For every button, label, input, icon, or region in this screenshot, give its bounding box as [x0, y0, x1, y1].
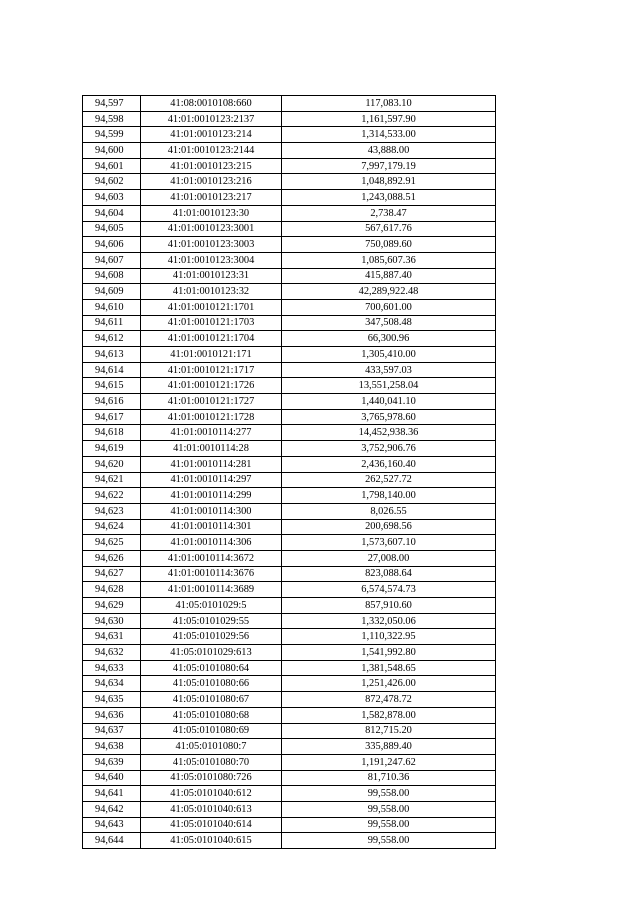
cadastral-number-cell: 41:01:0010123:215 — [141, 158, 282, 174]
row-number-cell: 94,609 — [83, 284, 141, 300]
row-number-cell: 94,634 — [83, 676, 141, 692]
row-number-cell: 94,636 — [83, 707, 141, 723]
row-number-cell: 94,605 — [83, 221, 141, 237]
cadastral-value-cell: 1,243,088.51 — [282, 190, 496, 206]
table-row — [83, 315, 496, 331]
cadastral-number-cell: 41:05:0101040:614 — [141, 817, 282, 833]
cadastral-value-cell: 1,541,992.80 — [282, 645, 496, 661]
cadastral-value-cell: 1,798,140.00 — [282, 488, 496, 504]
cadastral-value-cell: 872,478.72 — [282, 692, 496, 708]
cadastral-number-cell: 41:01:0010114:3672 — [141, 550, 282, 566]
cadastral-number-cell: 41:01:0010114:299 — [141, 488, 282, 504]
table-row — [83, 96, 496, 112]
cadastral-value-cell: 347,508.48 — [282, 315, 496, 331]
cadastral-value-cell: 99,558.00 — [282, 817, 496, 833]
cadastral-value-cell: 2,436,160.40 — [282, 456, 496, 472]
cadastral-number-cell: 41:05:0101080:67 — [141, 692, 282, 708]
cadastral-value-cell: 2,738.47 — [282, 205, 496, 221]
cadastral-number-cell: 41:01:0010123:3001 — [141, 221, 282, 237]
row-number-cell: 94,606 — [83, 237, 141, 253]
cadastral-number-cell: 41:01:0010123:2137 — [141, 111, 282, 127]
row-number-cell: 94,614 — [83, 362, 141, 378]
cadastral-value-cell: 1,314,533.00 — [282, 127, 496, 143]
cadastral-number-cell: 41:05:0101029:56 — [141, 629, 282, 645]
table-row — [83, 535, 496, 551]
row-number-cell: 94,642 — [83, 801, 141, 817]
table-row — [83, 409, 496, 425]
table-row — [83, 629, 496, 645]
table-row — [83, 190, 496, 206]
cadastral-value-cell: 1,191,247.62 — [282, 754, 496, 770]
row-number-cell: 94,621 — [83, 472, 141, 488]
row-number-cell: 94,623 — [83, 503, 141, 519]
cadastral-number-cell: 41:01:0010121:1703 — [141, 315, 282, 331]
row-number-cell: 94,625 — [83, 535, 141, 551]
cadastral-value-cell: 812,715.20 — [282, 723, 496, 739]
row-number-cell: 94,603 — [83, 190, 141, 206]
table-row — [83, 566, 496, 582]
table-row — [83, 111, 496, 127]
cadastral-number-cell: 41:01:0010123:30 — [141, 205, 282, 221]
table-row — [83, 582, 496, 598]
table-row — [83, 299, 496, 315]
table-row — [83, 519, 496, 535]
table-row — [83, 441, 496, 457]
cadastral-number-cell: 41:05:0101080:68 — [141, 707, 282, 723]
cadastral-number-cell: 41:01:0010114:277 — [141, 425, 282, 441]
table-row — [83, 503, 496, 519]
table-row — [83, 692, 496, 708]
cadastral-number-cell: 41:01:0010114:297 — [141, 472, 282, 488]
row-number-cell: 94,626 — [83, 550, 141, 566]
row-number-cell: 94,620 — [83, 456, 141, 472]
cadastral-number-cell: 41:01:0010123:2144 — [141, 143, 282, 159]
cadastral-value-cell: 1,048,892.91 — [282, 174, 496, 190]
row-number-cell: 94,598 — [83, 111, 141, 127]
table-row — [83, 158, 496, 174]
cadastral-number-cell: 41:05:0101080:66 — [141, 676, 282, 692]
cadastral-value-cell: 433,597.03 — [282, 362, 496, 378]
cadastral-number-cell: 41:01:0010121:1726 — [141, 378, 282, 394]
table-row — [83, 645, 496, 661]
cadastral-number-cell: 41:01:0010123:3004 — [141, 252, 282, 268]
row-number-cell: 94,610 — [83, 299, 141, 315]
cadastral-value-cell: 262,527.72 — [282, 472, 496, 488]
table-row — [83, 754, 496, 770]
cadastral-number-cell: 41:05:0101029:55 — [141, 613, 282, 629]
table-row — [83, 739, 496, 755]
table-row — [83, 221, 496, 237]
table-row — [83, 378, 496, 394]
row-number-cell: 94,612 — [83, 331, 141, 347]
table-row — [83, 205, 496, 221]
cadastral-value-cell: 3,752,906.76 — [282, 441, 496, 457]
cadastral-value-cell: 1,332,050.06 — [282, 613, 496, 629]
row-number-cell: 94,627 — [83, 566, 141, 582]
row-number-cell: 94,630 — [83, 613, 141, 629]
cadastral-number-cell: 41:01:0010123:214 — [141, 127, 282, 143]
cadastral-value-cell: 42,289,922.48 — [282, 284, 496, 300]
table-row — [83, 472, 496, 488]
cadastral-number-cell: 41:01:0010114:3676 — [141, 566, 282, 582]
cadastral-number-cell: 41:01:0010114:3689 — [141, 582, 282, 598]
cadastral-number-cell: 41:01:0010121:1728 — [141, 409, 282, 425]
row-number-cell: 94,643 — [83, 817, 141, 833]
cadastral-value-cell: 200,698.56 — [282, 519, 496, 535]
row-number-cell: 94,616 — [83, 394, 141, 410]
table-row — [83, 331, 496, 347]
row-number-cell: 94,619 — [83, 441, 141, 457]
row-number-cell: 94,638 — [83, 739, 141, 755]
row-number-cell: 94,618 — [83, 425, 141, 441]
cadastral-value-cell: 700,601.00 — [282, 299, 496, 315]
cadastral-number-cell: 41:08:0010108:660 — [141, 96, 282, 112]
cadastral-number-cell: 41:01:0010123:32 — [141, 284, 282, 300]
table-row — [83, 456, 496, 472]
table-row — [83, 598, 496, 614]
cadastral-number-cell: 41:05:0101080:7 — [141, 739, 282, 755]
row-number-cell: 94,608 — [83, 268, 141, 284]
cadastral-number-cell: 41:01:0010123:217 — [141, 190, 282, 206]
row-number-cell: 94,600 — [83, 143, 141, 159]
row-number-cell: 94,611 — [83, 315, 141, 331]
cadastral-value-cell: 1,085,607.36 — [282, 252, 496, 268]
table-row — [83, 268, 496, 284]
cadastral-value-cell: 14,452,938.36 — [282, 425, 496, 441]
cadastral-value-cell: 66,300.96 — [282, 331, 496, 347]
table-row — [83, 723, 496, 739]
cadastral-number-cell: 41:05:0101029:5 — [141, 598, 282, 614]
cadastral-number-cell: 41:05:0101080:726 — [141, 770, 282, 786]
row-number-cell: 94,617 — [83, 409, 141, 425]
table-row — [83, 425, 496, 441]
cadastral-value-cell: 99,558.00 — [282, 786, 496, 802]
cadastral-value-cell: 1,161,597.90 — [282, 111, 496, 127]
cadastral-value-cell: 81,710.36 — [282, 770, 496, 786]
row-number-cell: 94,607 — [83, 252, 141, 268]
cadastral-value-cell: 750,089.60 — [282, 237, 496, 253]
row-number-cell: 94,599 — [83, 127, 141, 143]
table-body — [83, 96, 496, 849]
row-number-cell: 94,631 — [83, 629, 141, 645]
cadastral-number-cell: 41:01:0010114:28 — [141, 441, 282, 457]
row-number-cell: 94,635 — [83, 692, 141, 708]
table-row — [83, 707, 496, 723]
row-number-cell: 94,641 — [83, 786, 141, 802]
cadastral-value-cell: 99,558.00 — [282, 833, 496, 849]
cadastral-number-cell: 41:01:0010114:300 — [141, 503, 282, 519]
row-number-cell: 94,632 — [83, 645, 141, 661]
cadastral-value-table — [82, 95, 496, 849]
row-number-cell: 94,622 — [83, 488, 141, 504]
cadastral-value-cell: 99,558.00 — [282, 801, 496, 817]
cadastral-number-cell: 41:01:0010114:301 — [141, 519, 282, 535]
row-number-cell: 94,604 — [83, 205, 141, 221]
row-number-cell: 94,629 — [83, 598, 141, 614]
table-row — [83, 127, 496, 143]
cadastral-number-cell: 41:01:0010121:1717 — [141, 362, 282, 378]
table-row — [83, 833, 496, 849]
cadastral-value-cell: 415,887.40 — [282, 268, 496, 284]
cadastral-number-cell: 41:05:0101040:613 — [141, 801, 282, 817]
row-number-cell: 94,639 — [83, 754, 141, 770]
table-row — [83, 143, 496, 159]
cadastral-value-cell: 823,088.64 — [282, 566, 496, 582]
cadastral-value-cell: 857,910.60 — [282, 598, 496, 614]
table-row — [83, 237, 496, 253]
cadastral-value-cell: 1,110,322.95 — [282, 629, 496, 645]
cadastral-value-cell: 13,551,258.04 — [282, 378, 496, 394]
cadastral-value-cell: 1,305,410.00 — [282, 347, 496, 363]
cadastral-number-cell: 41:01:0010121:1704 — [141, 331, 282, 347]
cadastral-number-cell: 41:01:0010114:306 — [141, 535, 282, 551]
table-row — [83, 174, 496, 190]
cadastral-value-cell: 7,997,179.19 — [282, 158, 496, 174]
table-row — [83, 770, 496, 786]
table-row — [83, 347, 496, 363]
row-number-cell: 94,602 — [83, 174, 141, 190]
row-number-cell: 94,628 — [83, 582, 141, 598]
table-row — [83, 488, 496, 504]
row-number-cell: 94,597 — [83, 96, 141, 112]
table-row — [83, 252, 496, 268]
row-number-cell: 94,624 — [83, 519, 141, 535]
row-number-cell: 94,633 — [83, 660, 141, 676]
cadastral-value-cell: 8,026.55 — [282, 503, 496, 519]
table-row — [83, 284, 496, 300]
table-row — [83, 550, 496, 566]
row-number-cell: 94,644 — [83, 833, 141, 849]
cadastral-value-cell: 567,617.76 — [282, 221, 496, 237]
row-number-cell: 94,601 — [83, 158, 141, 174]
cadastral-value-cell: 6,574,574.73 — [282, 582, 496, 598]
cadastral-value-cell: 335,889.40 — [282, 739, 496, 755]
cadastral-value-cell: 27,008.00 — [282, 550, 496, 566]
cadastral-number-cell: 41:05:0101080:70 — [141, 754, 282, 770]
table-row — [83, 362, 496, 378]
table-row — [83, 817, 496, 833]
cadastral-value-cell: 1,381,548.65 — [282, 660, 496, 676]
cadastral-value-cell: 1,573,607.10 — [282, 535, 496, 551]
cadastral-value-cell: 1,251,426.00 — [282, 676, 496, 692]
row-number-cell: 94,613 — [83, 347, 141, 363]
cadastral-number-cell: 41:05:0101040:612 — [141, 786, 282, 802]
table-row — [83, 676, 496, 692]
cadastral-number-cell: 41:01:0010121:1701 — [141, 299, 282, 315]
table-row — [83, 660, 496, 676]
cadastral-value-cell: 1,440,041.10 — [282, 394, 496, 410]
cadastral-number-cell: 41:05:0101080:64 — [141, 660, 282, 676]
row-number-cell: 94,637 — [83, 723, 141, 739]
cadastral-number-cell: 41:01:0010121:1727 — [141, 394, 282, 410]
cadastral-number-cell: 41:01:0010123:31 — [141, 268, 282, 284]
table-row — [83, 786, 496, 802]
cadastral-value-cell: 3,765,978.60 — [282, 409, 496, 425]
cadastral-number-cell: 41:05:0101080:69 — [141, 723, 282, 739]
cadastral-number-cell: 41:01:0010123:216 — [141, 174, 282, 190]
cadastral-value-cell: 43,888.00 — [282, 143, 496, 159]
cadastral-number-cell: 41:01:0010121:171 — [141, 347, 282, 363]
row-number-cell: 94,615 — [83, 378, 141, 394]
cadastral-number-cell: 41:05:0101040:615 — [141, 833, 282, 849]
cadastral-value-cell: 1,582,878.00 — [282, 707, 496, 723]
cadastral-number-cell: 41:01:0010114:281 — [141, 456, 282, 472]
table-row — [83, 801, 496, 817]
row-number-cell: 94,640 — [83, 770, 141, 786]
cadastral-value-cell: 117,083.10 — [282, 96, 496, 112]
cadastral-number-cell: 41:01:0010123:3003 — [141, 237, 282, 253]
table-row — [83, 613, 496, 629]
table-row — [83, 394, 496, 410]
cadastral-number-cell: 41:05:0101029:613 — [141, 645, 282, 661]
